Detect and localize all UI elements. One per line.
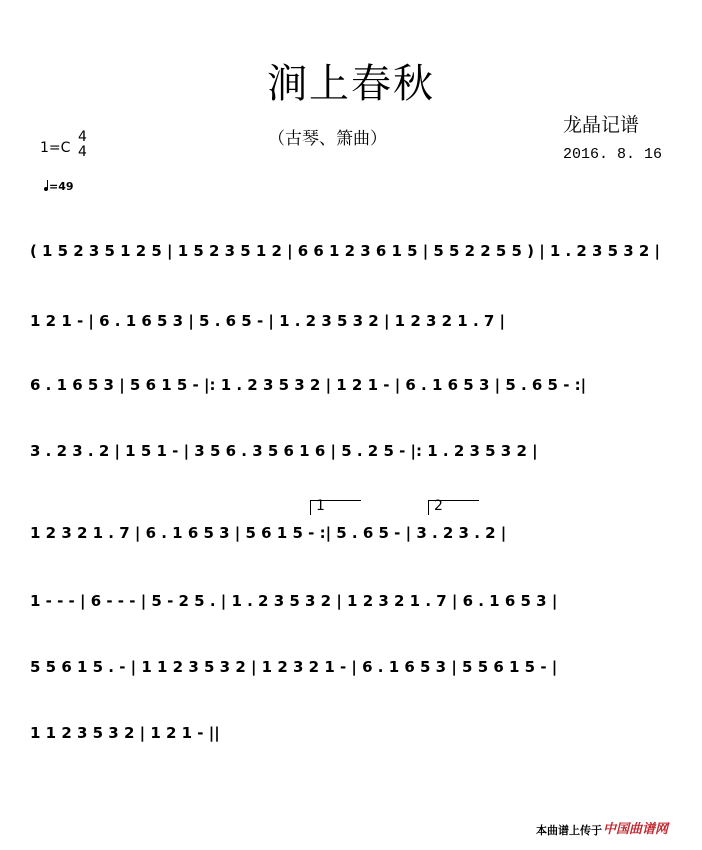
score-text: 3 . 2 3 . 2 | 1 5 1 - | 3 5 6 . 3 5 6 1 6 | 5 . 2 5 - |: 1 . 2 3 5 3 2 | bbox=[30, 442, 538, 460]
quarter-note-icon bbox=[44, 187, 48, 191]
volta-label: 1 bbox=[316, 498, 325, 514]
score-text: 6 . 1 6 5 3 | 5 6 1 5 - |: 1 . 2 3 5 3 2 | 1 2 1 - | 6 . 1 6 5 3 | 5 . 6 5 - :| bbox=[30, 376, 587, 394]
score-subtitle: （古琴、箫曲） bbox=[268, 129, 387, 149]
time-signature-bottom: 4 bbox=[78, 144, 87, 160]
tempo-value: =49 bbox=[49, 180, 74, 193]
volta-second-ending bbox=[428, 500, 479, 515]
time-signature-top: 4 bbox=[78, 129, 87, 145]
score-line-7 bbox=[28, 652, 668, 682]
site-logo[interactable]: 中国曲谱网 bbox=[603, 822, 669, 837]
volta-label: 2 bbox=[434, 498, 443, 514]
score-text: 5 5 6 1 5 . - | 1 1 2 3 5 3 2 | 1 2 3 2 1 - | 6 . 1 6 5 3 | 5 5 6 1 5 - | bbox=[30, 658, 558, 676]
key-signature: 1=C bbox=[40, 140, 71, 156]
score-line-2 bbox=[28, 306, 668, 336]
tempo-marking bbox=[44, 180, 74, 193]
volta-first-ending bbox=[310, 500, 361, 515]
upload-notice: 本曲谱上传于 bbox=[536, 824, 602, 837]
score-text: ( 1 5 2 3 5 1 2 5 | 1 5 2 3 5 1 2 | 6 6 1 2 3 6 1 5 | 5 5 2 2 5 5 ) | 1 . 2 3 5 3 2 | bbox=[30, 242, 662, 260]
score-text: 1 1 2 3 5 3 2 | 1 2 1 - || bbox=[30, 724, 220, 742]
score-text: 1 - - - | 6 - - - | 5 - 2 5 . | 1 . 2 3 5 3 2 | 1 2 3 2 1 . 7 | 6 . 1 6 5 3 | bbox=[30, 592, 558, 610]
transcription-date: 2016. 8. 16 bbox=[563, 146, 663, 163]
score-text: 1 2 3 2 1 . 7 | 6 . 1 6 5 3 | 5 6 1 5 - :| 5 . 6 5 - | 3 . 2 3 . 2 | bbox=[30, 524, 507, 542]
score-line-4 bbox=[28, 436, 668, 466]
score-line-3 bbox=[28, 370, 668, 400]
score-line-1 bbox=[28, 236, 668, 266]
transcriber: 龙晶记谱 bbox=[563, 114, 640, 136]
score-line-5 bbox=[28, 518, 668, 548]
score-line-6 bbox=[28, 586, 668, 616]
score-text: 1 2 1 - | 6 . 1 6 5 3 | 5 . 6 5 - | 1 . 2 3 5 3 2 | 1 2 3 2 1 . 7 | bbox=[30, 312, 506, 330]
score-title: 涧上春秋 bbox=[267, 61, 435, 107]
score-line-8 bbox=[28, 718, 668, 748]
time-signature bbox=[78, 130, 87, 160]
